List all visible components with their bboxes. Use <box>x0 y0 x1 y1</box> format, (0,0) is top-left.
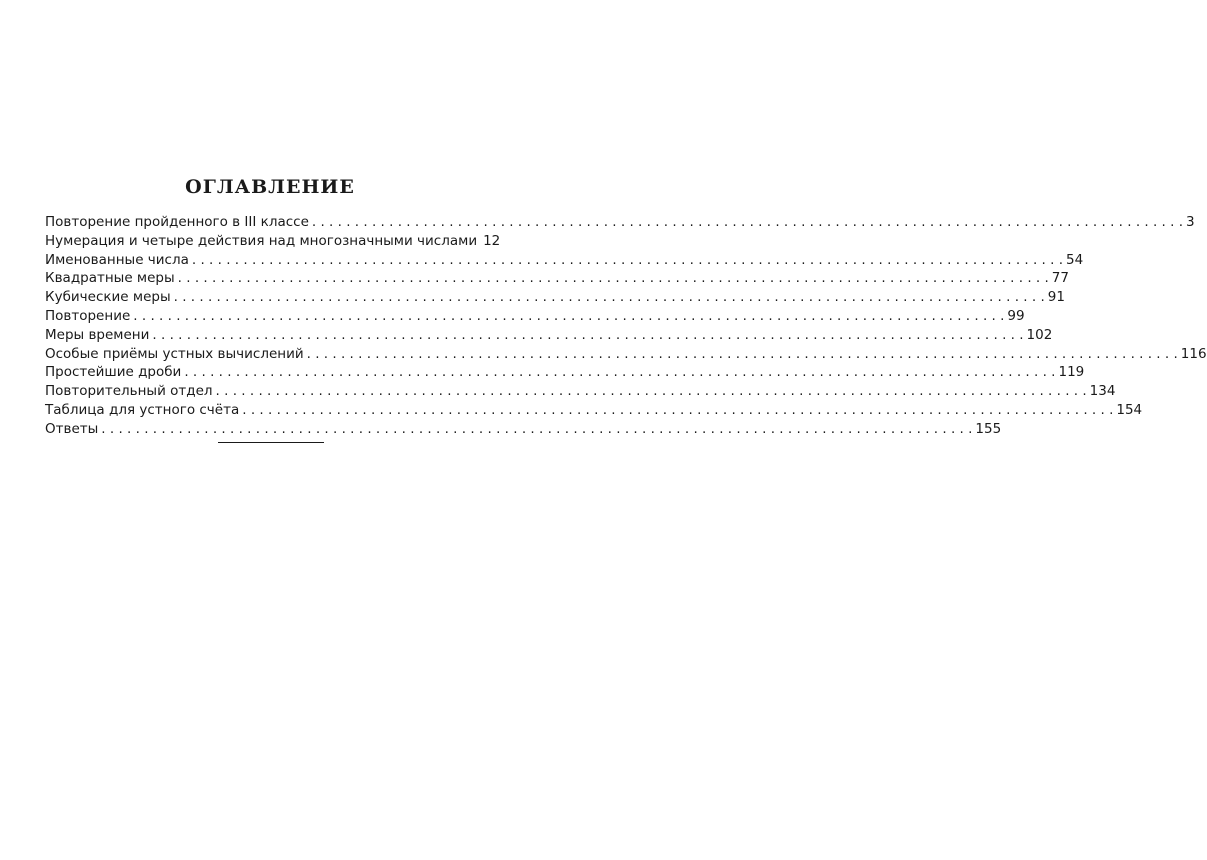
dot-leader <box>216 383 1087 399</box>
toc-entry-page: 134 <box>1089 383 1116 400</box>
toc-entry-title: Именованные числа <box>45 251 189 268</box>
toc-entry-page: 12 <box>483 232 501 249</box>
toc-entry-page: 99 <box>1007 307 1025 324</box>
toc-entry <box>45 401 1143 421</box>
dot-leader <box>133 308 1004 324</box>
toc-entry <box>45 383 1116 402</box>
toc-entry <box>45 420 1002 440</box>
dot-leader <box>312 214 1183 230</box>
toc-entry-title: Таблица для устного счёта <box>45 401 240 418</box>
toc-entry-page: 116 <box>1180 345 1207 362</box>
dot-leader <box>178 270 1049 286</box>
dot-leader <box>174 289 1045 305</box>
toc-entry-title: Ответы <box>45 420 99 437</box>
toc-entry <box>45 214 1195 233</box>
toc-entry-page: 77 <box>1051 270 1069 287</box>
toc-entry <box>45 270 1069 289</box>
toc-entry-title: Квадратные меры <box>45 270 175 287</box>
page-title: ОГЛАВЛЕНИЕ <box>185 176 355 198</box>
end-divider <box>218 442 324 443</box>
toc-entry-page: 91 <box>1047 289 1065 306</box>
toc-entry-page: 3 <box>1186 214 1195 230</box>
dot-leader <box>152 327 1023 343</box>
dot-leader <box>192 252 1063 268</box>
toc-entry <box>45 364 1085 383</box>
toc-entry <box>45 326 1053 346</box>
toc-entry-page: 102 <box>1026 326 1053 343</box>
table-of-contents <box>45 214 1207 440</box>
toc-entry-title: Простейшие дроби <box>45 364 182 381</box>
dot-leader <box>307 346 1178 362</box>
toc-entry-title: Повторительный отдел <box>45 383 213 400</box>
toc-entry-title: Повторение <box>45 307 131 324</box>
toc-entry-title: Особые приёмы устных вычислений <box>45 345 304 362</box>
toc-entry-title: Нумерация и четыре действия над многозначными числами <box>45 232 478 249</box>
toc-entry-title: Кубические меры <box>45 289 171 306</box>
toc-entry <box>45 307 1025 327</box>
toc-entry-page: 54 <box>1066 251 1084 268</box>
toc-entry-page: 119 <box>1058 364 1085 381</box>
toc-entry <box>45 232 501 252</box>
toc-entry-title: Меры времени <box>45 326 150 343</box>
toc-entry-page: 155 <box>975 420 1002 437</box>
toc-entry <box>45 289 1065 308</box>
dot-leader <box>242 402 1113 418</box>
toc-entry-page: 154 <box>1116 401 1143 418</box>
toc-entry-title: Повторение пройденного в III классе <box>45 214 309 230</box>
toc-entry <box>45 345 1207 365</box>
toc-entry <box>45 251 1084 271</box>
dot-leader <box>101 421 972 437</box>
dot-leader <box>184 364 1055 380</box>
